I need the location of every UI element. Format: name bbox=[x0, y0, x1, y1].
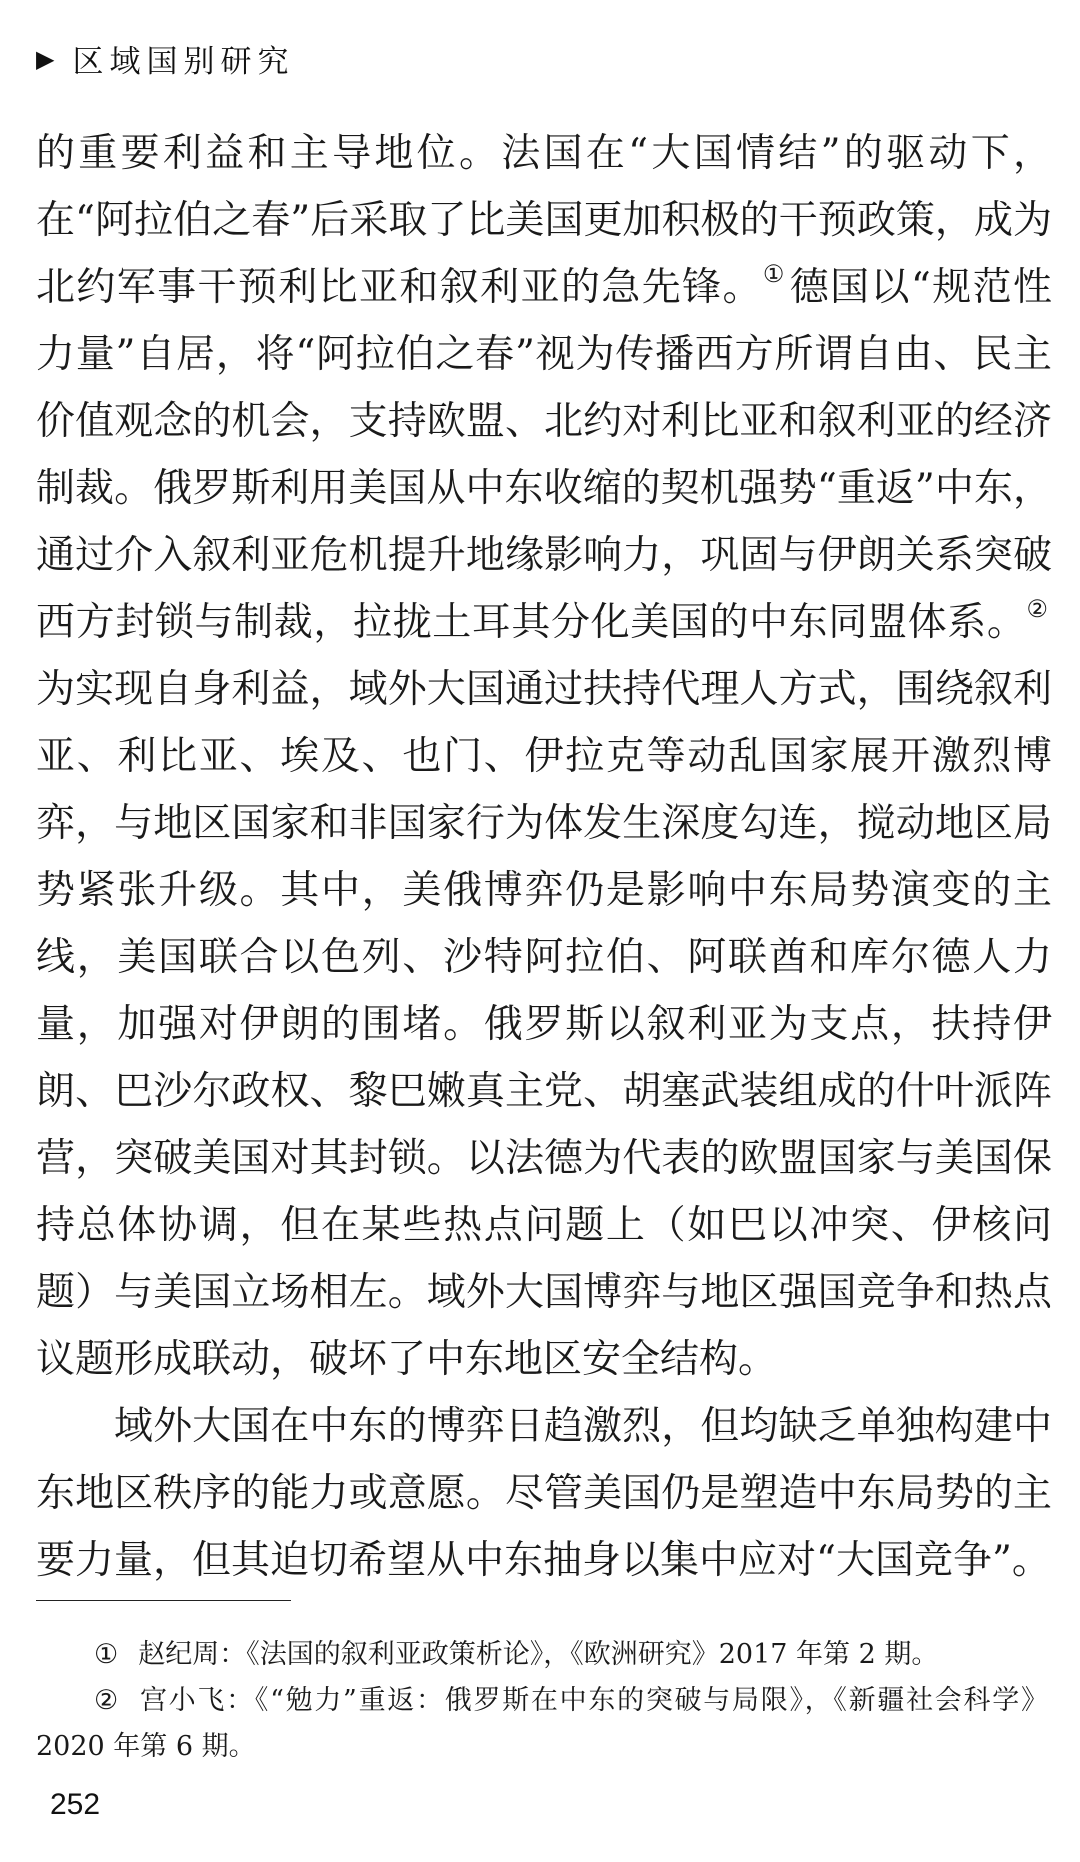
paragraph: 域外大国在中东的博弈日趋激烈，但均缺乏单独构建中东地区秩序的能力或意愿。尽管美国仍是塑造中东局势的主要力量，但其迫切希望从中东抽身以集中应对“大国竞争”。 bbox=[36, 1404, 1052, 1583]
running-header bbox=[36, 36, 294, 81]
paragraph-text: 的重要利益和主导地位。法国在“大国情结”的驱动下，在“阿拉伯之春”后采取了比美国更加积极的干预政策，成为北约军事干预利比亚和叙利亚的急先锋。 bbox=[36, 131, 1052, 310]
footnote-mark: ② bbox=[94, 1685, 120, 1716]
body-text bbox=[36, 120, 1052, 1594]
section-title: 区域国别研究 bbox=[72, 44, 295, 80]
footnote-divider bbox=[36, 1600, 291, 1601]
footnote-ref-1[interactable]: ① bbox=[762, 260, 786, 288]
paragraph-text: 德国以“规范性力量”自居，将“阿拉伯之春”视为传播西方所谓自由、民主价值观念的机会，支持欧盟、北约对利比亚和叙利亚的经济制裁。俄罗斯利用美国从中东收缩的契机强势“重返”中东，通过介入叙利亚危机提升地缘影响力，巩固与伊朗关系突破西方封锁与制裁，拉拢土耳其分化美国的中东同盟体系。 bbox=[36, 265, 1052, 645]
paragraph bbox=[36, 120, 1052, 1393]
footnote-text: 赵纪周：《法国的叙利亚政策析论》，《欧洲研究》2017 年第 2 期。 bbox=[138, 1639, 939, 1670]
paragraph-text: 为实现自身利益，域外大国通过扶持代理人方式，围绕叙利亚、利比亚、埃及、也门、伊拉克等动乱国家展开激烈博弈，与地区国家和非国家行为体发生深度勾连，搅动地区局势紧张升级。其中，美俄博弈仍是影响中东局势演变的主线，美国联合以色列、沙特阿拉伯、阿联酋和库尔德人力量，加强对伊朗的围堵。俄罗斯以叙利亚为支点，扶持伊朗、巴沙尔政权、黎巴嫩真主党、胡塞武装组成的什叶派阵营，突破美国对其封锁。以法德为代表的欧盟国家与美国保持总体协调，但在某些热点问题上（如巴以冲突、伊核问题）与美国立场相左。域外大国博弈与地区强国竞争和热点议题形成联动，破坏了中东地区安全结构。 bbox=[36, 667, 1052, 1382]
footnote-ref-2[interactable]: ② bbox=[1026, 595, 1048, 623]
triangle-marker-icon: ▶ bbox=[36, 44, 55, 73]
footnote-mark: ① bbox=[94, 1639, 119, 1670]
page-number: 252 bbox=[50, 1788, 101, 1821]
footnotes bbox=[36, 1632, 1048, 1770]
footnote-2 bbox=[36, 1678, 1048, 1770]
footnote-1 bbox=[36, 1632, 1048, 1678]
footnote-text: 宫小飞：《“勉力”重返：俄罗斯在中东的突破与局限》，《新疆社会科学》2020 年第 6 期。 bbox=[36, 1685, 1048, 1762]
